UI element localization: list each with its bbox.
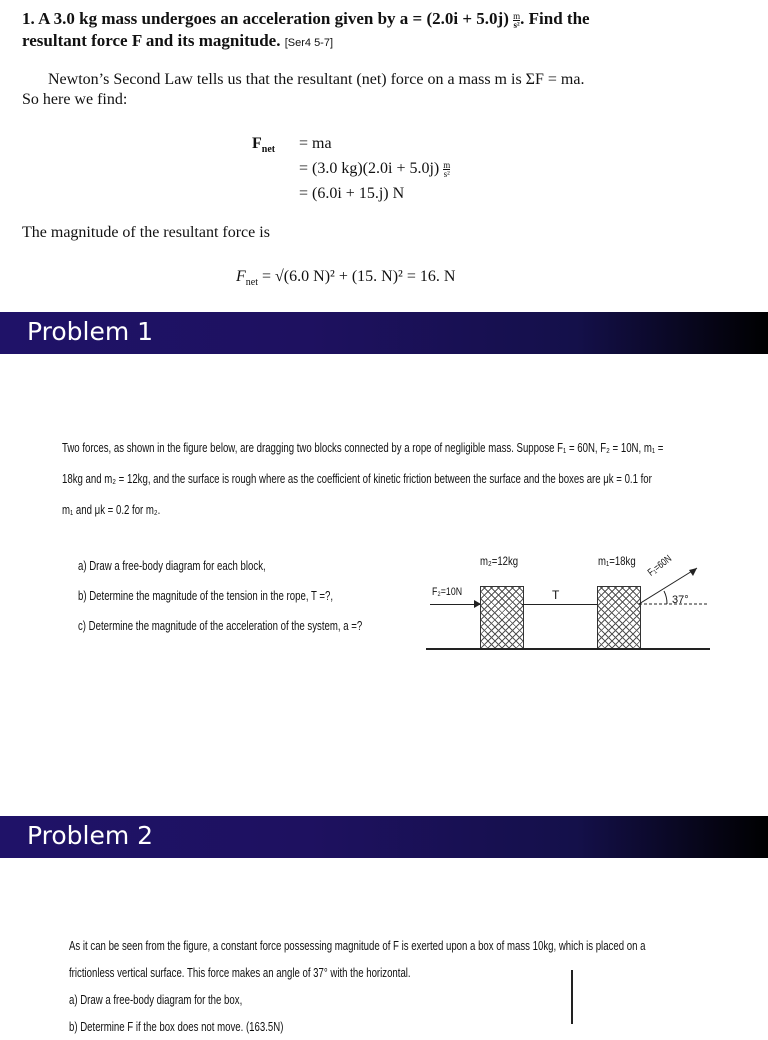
question-reference: [Ser4 5-7] [284,37,334,49]
problem-2-banner [0,816,768,858]
tension-label: T [552,588,560,602]
equation-row-2-unit: $\frac{m}{\text{s²}}$ [443,159,451,179]
problem-1-line-3: m₁ and μk = 0.2 for m₂. [62,502,161,517]
problem-1-statement [62,432,663,525]
problem-2-line-1: As it can be seen from the figure, a constant force possessing magnitude of F is exerted upon a box of mass 10kg, which is placed on a [69,938,646,953]
equation-row-3: = (6.0i + 15.j) N [299,185,405,202]
problem-1-line-2: 18kg and m₂ = 12kg, and the surface is rough where as the coefficient of kinetic friction between the surface and the boxes are μk = 0.1 for [62,471,652,486]
equation-lhs: $F_{net}$ [252,135,276,156]
m1-label: m₁=18kg [598,554,636,568]
equation-row-2: = (3.0 kg)(2.0i + 5.0j) $\frac{m}{\text{s²}}$ [299,159,451,179]
problem-2-title: Problem 2 [27,821,154,850]
explanation-line-2: So here we find: [22,91,128,108]
problem-1-task-b: b) Determine the magnitude of the tension in the rope, T =?, [78,588,334,603]
block-m1 [597,586,641,650]
block-m2 [480,586,524,650]
problem-2-line-2: frictionless vertical surface. This force makes an angle of 37° with the horizontal. [69,965,411,980]
question-number: 1. [22,9,35,28]
problem-2-task-b: b) Determine F if the box does not move. (163.5N) [69,1019,284,1034]
f2-arrow [430,604,480,605]
magnitude-text: The magnitude of the resultant force is [22,224,270,241]
problem-1-banner [0,312,768,354]
problem-1-line-1: Two forces, as shown in the figure below, are dragging two blocks connected by a rope of negligible mass. Suppose F₁ = 60N, F₂ = 10N, m₁ = [62,440,664,455]
question-heading [22,8,752,54]
explanation-paragraph [22,70,752,110]
explanation-line-1: Newton’s Second Law tells us that the resultant (net) force on a mass m is ΣF = ma. [48,71,585,88]
vertical-wall [571,970,573,1024]
acceleration-unit: $\frac{m}{\text{s²}}$ [513,10,521,30]
magnitude-equation: $F_{net} = √(6.0$ N)² + (15. N)² = 16. N [236,268,456,289]
problem-1-tasks [78,551,362,641]
question-line-1: A 3.0 kg mass undergoes an acceleration given by a = (2.0i + 5.0j) [38,9,509,28]
blocks-figure [420,548,720,658]
problem-1-task-a: a) Draw a free-body diagram for each block, [78,558,266,573]
angle-label: 37° [672,594,689,606]
equation-row-1: = ma [299,135,332,152]
rope [522,604,597,605]
f1-label: F₁=60N [646,553,674,579]
problem-1-title: Problem 1 [27,317,154,346]
f2-label: F₂=10N [432,586,463,598]
problem-2-task-a: a) Draw a free-body diagram for the box, [69,992,243,1007]
m2-label: m₂=12kg [480,554,519,568]
problem-1-task-c: c) Determine the magnitude of the acceleration of the system, a =? [78,618,363,633]
question-line-1-end: . Find the [520,9,590,28]
question-line-2: resultant force F and its magnitude. [22,31,281,50]
ground-surface [426,648,710,650]
